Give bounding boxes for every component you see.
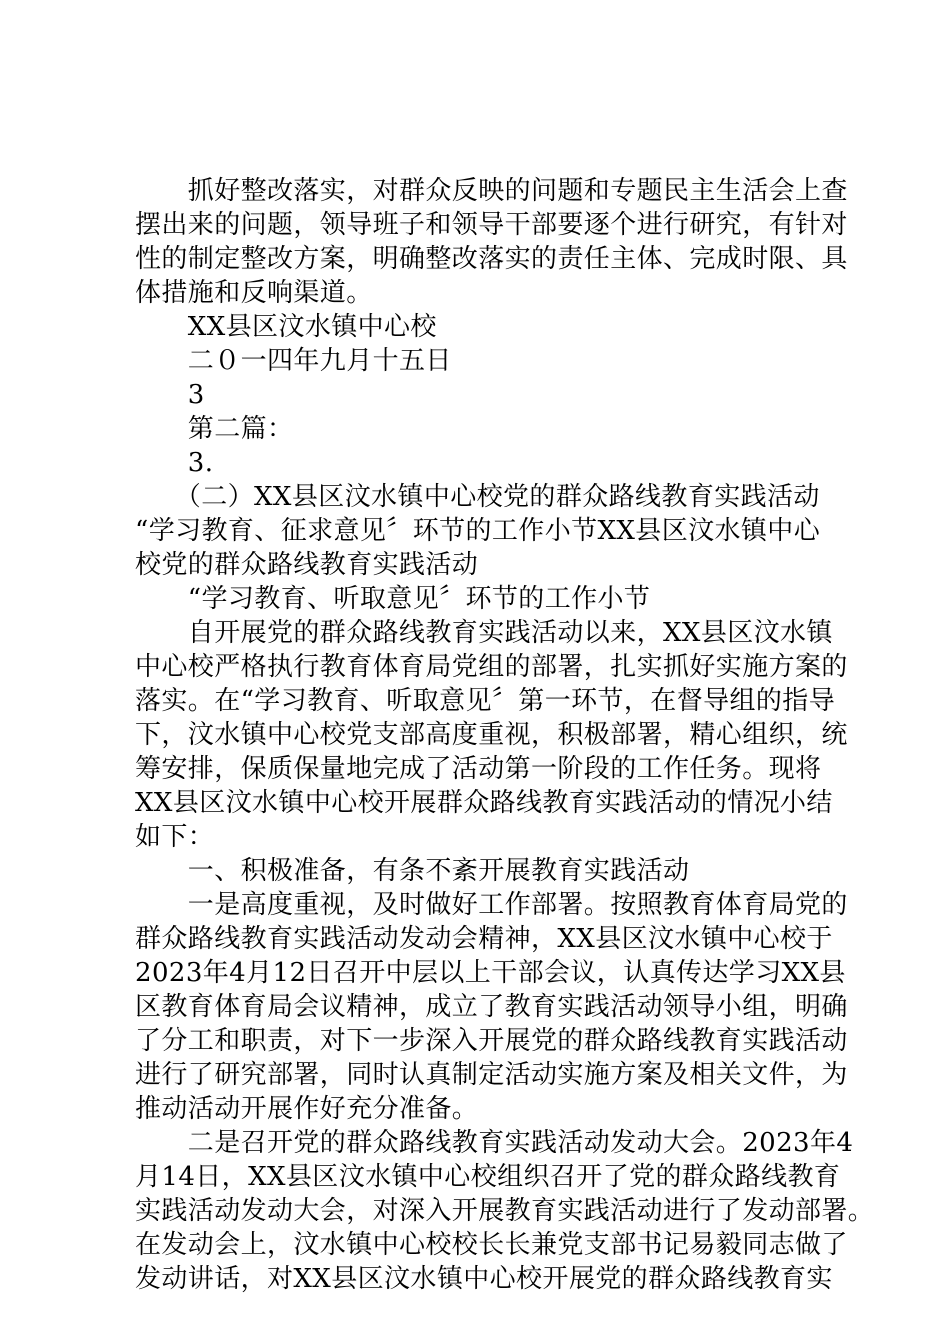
text-line: XX县区汶水镇中心校 bbox=[135, 312, 437, 342]
text-line: （二）XX县区汶水镇中心校党的群众路线教育实践活动 bbox=[135, 482, 820, 512]
text-line: 中心校严格执行教育体育局党组的部署，扎实抓好实施方案的 bbox=[135, 652, 848, 682]
text-line: “学习教育、听取意见〞环节的工作小节 bbox=[135, 584, 651, 614]
text-line: 在发动会上，汶水镇中心校校长长兼党支部书记易毅同志做了 bbox=[135, 1230, 848, 1260]
text-line: 区教育体育局会议精神，成立了教育实践活动领导小组，明确 bbox=[135, 992, 848, 1022]
text-line: “学习教育、征求意见〞环节的工作小节XX县区汶水镇中心 bbox=[135, 516, 821, 546]
text-line: 3. bbox=[135, 448, 214, 478]
text-line: 筹安排，保质保量地完成了活动第一阶段的工作任务。现将 bbox=[135, 754, 822, 784]
text-line: 一、积极准备，有条不紊开展教育实践活动 bbox=[135, 856, 690, 886]
text-line: 下，汶水镇中心校党支部高度重视，积极部署，精心组织，统 bbox=[135, 720, 848, 750]
text-line: 校党的群众路线教育实践活动 bbox=[135, 550, 479, 580]
text-line: 第二篇： bbox=[135, 414, 294, 444]
text-line: 体措施和反响渠道。 bbox=[135, 278, 373, 308]
text-line: 抓好整改落实，对群众反映的问题和专题民主生活会上查 bbox=[135, 176, 848, 206]
text-line: 3 bbox=[135, 380, 205, 410]
text-line: 推动活动开展作好充分准备。 bbox=[135, 1094, 479, 1124]
text-line: 月14日，XX县区汶水镇中心校组织召开了党的群众路线教育 bbox=[135, 1162, 841, 1192]
text-line: 二０一四年九月十五日 bbox=[135, 346, 452, 376]
text-line: 群众路线教育实践活动发动会精神，XX县区汶水镇中心校于 bbox=[135, 924, 833, 954]
text-line: 二是召开党的群众路线教育实践活动发动大会。2023年4 bbox=[135, 1128, 854, 1158]
text-line: 了分工和职责，对下一步深入开展党的群众路线教育实践活动 bbox=[135, 1026, 848, 1056]
text-line: 进行了研究部署，同时认真制定活动实施方案及相关文件，为 bbox=[135, 1060, 848, 1090]
text-line: 自开展党的群众路线教育实践活动以来，XX县区汶水镇 bbox=[135, 618, 833, 648]
text-line: 性的制定整改方案，明确整改落实的责任主体、完成时限、具 bbox=[135, 244, 848, 274]
text-line: 摆出来的问题，领导班子和领导干部要逐个进行研究，有针对 bbox=[135, 210, 848, 240]
text-line: 发动讲话，对XX县区汶水镇中心校开展党的群众路线教育实 bbox=[135, 1264, 833, 1294]
text-line: 实践活动发动大会，对深入开展教育实践活动进行了发动部署。 bbox=[135, 1196, 875, 1226]
text-line: 一是高度重视，及时做好工作部署。按照教育体育局党的 bbox=[135, 890, 848, 920]
text-line: XX县区汶水镇中心校开展群众路线教育实践活动的情况小结 bbox=[135, 788, 833, 818]
text-line: 如下： bbox=[135, 822, 215, 852]
text-line: 落实。在“学习教育、听取意见〞第一环节，在督导组的指导 bbox=[135, 686, 836, 716]
text-line: 2023年4月12日召开中层以上干部会议，认真传达学习XX县 bbox=[135, 958, 846, 988]
